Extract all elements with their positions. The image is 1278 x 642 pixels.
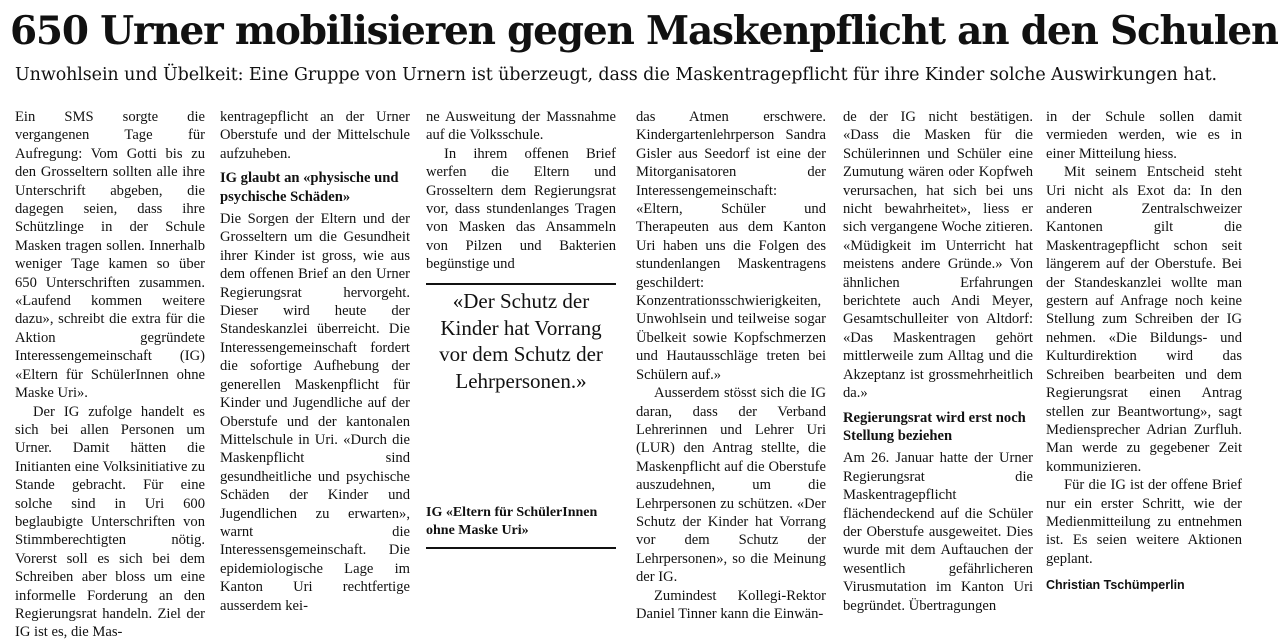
paragraph: Die Sorgen der Eltern und der Grosseltern um die Gesundheit ihrer Kinder ist gross, wie aus dem offenen Brief an den Urner Regierungsrat hervorgeht. Dieser wird heute der Standeskanzlei überreicht. Die Interessengemeinschaft fordert die sofortige Aufhebung der generellen Maskenpflicht für Kinder und Jugendliche auf der Oberstufe und der kantonalen Mittelschule in Uri. «Durch die Maskenpflicht sind gesundheitliche und psychische Schäden der Kinder und Jugendlichen zu erwarten», warnt die Interessensgemeinschaft. Die epidemiologische Lage im Kanton Uri rechtfertige ausserdem kei- <box>220 211 410 614</box>
author-byline: Christian Tschümperlin <box>1046 578 1185 593</box>
paragraph: in der Schule sollen damit vermieden werden, wie es in einer Mitteilung hiess. <box>1046 109 1242 162</box>
paragraph: Am 26. Januar hatte der Urner Regierungsrat die Maskentragepflicht flächendeckend auf die Schüler der Oberstufe ausgeweitet. Dies wurde mit dem Auftauchen der wesentlich gefährlicheren Virusmutation im Kanton Uri begründet. Übertragungen <box>843 450 1033 614</box>
section-heading: IG glaubt an «physische und psychische Schäden» <box>220 170 399 205</box>
pull-quote-text: «Der Schutz der Kinder hat Vorrang vor dem Schutz der Lehrpersonen.» <box>439 289 603 393</box>
text-column-5 <box>843 108 1033 614</box>
paragraph: Zumindest Kollegi-Rektor Daniel Tinner kann die Einwän- <box>636 587 826 622</box>
text-column-3 <box>426 108 616 273</box>
pull-quote <box>426 283 616 549</box>
paragraph: de der IG nicht bestätigen. «Dass die Masken für die Schülerinnen und Schüler eine Zumutung wären oder Kopfweh verursachen, hat sich bei uns nicht bewahrheitet», liess er sich vergangene Woche zitieren. «Müdigkeit im Unterricht hat meistens andere Gründe.» Von ähnlichen Erfahrungen berichtete auch Andi Meyer, Gesamtschulleiter von Altdorf: «Das Maskentragen gehört mittlerweile zum Alltag und die Akzeptanz ist grossmehrheitlich da.» <box>843 109 1033 402</box>
paragraph: Für die IG ist der offene Brief nur ein erster Schritt, wie der Medienmitteilung zu entnehmen ist. Es seien weitere Aktionen geplant. <box>1046 477 1242 567</box>
paragraph: Ein SMS sorgte die vergangenen Tage für Aufregung: Vom Gotti bis zu den Grosseltern sollten alle ihre Unterschrift abgeben, die dagegen seien, dass ihre Schützlinge in der Schule Masken tragen sollen. Innerhalb weniger Tage kamen so über 650 Unterschriften zusammen. «Laufend kommen weitere dazu», schreibt die extra für die Aktion gegründete Interessengemeinschaft (IG) «Eltern für SchülerInnen ohne Maske Uri». <box>15 109 205 402</box>
text-column-2 <box>220 108 410 614</box>
subheadline: Unwohlsein und Übelkeit: Eine Gruppe von Urnern ist überzeugt, dass die Maskentragepflicht für ihre Kinder solche Auswirkungen hat. <box>15 65 1218 85</box>
text-column-4 <box>636 108 826 622</box>
paragraph: das Atmen erschwere. Kindergartenlehrperson Sandra Gisler aus Seedorf ist eine der Mitorganisatoren der Interessengemeinschaft: «Eltern, Schüler und Therapeuten aus dem Kanton Uri haben uns die Folgen des stundenlangen Maskentragens geschildert: Konzentrationsschwierigkeiten, Unwohlsein und teilweise sogar Übelkeit sowie Kopfschmerzen und Hautausschläge treten bei Schülern auf.» <box>636 109 826 383</box>
text-column-6 <box>1046 108 1242 593</box>
section-heading: Regierungsrat wird erst noch Stellung beziehen <box>843 409 1026 444</box>
headline: 650 Urner mobilisieren gegen Maskenpflicht an den Schulen <box>10 8 1278 54</box>
paragraph: Der IG zufolge handelt es sich bei allen Personen um Urner. Damit hätten die Initianten eine Volksinitiative zu Stande gebracht. Für eine solche sind in Uri 600 beglaubigte Unterschriften von Stimmberechtigten nötig. Vorerst soll es sich bei dem Schreiben aber bloss um eine informelle Forderung an den Regierungsrat handeln. Ziel der IG ist es, die Mas- <box>15 403 205 641</box>
paragraph: Mit seinem Entscheid steht Uri nicht als Exot da: In den anderen Zentralschweizer Kantonen gilt die Maskentragepflicht schon seit längerem auf der Oberstufe. Bei der Standeskanzlei wollte man gestern auf Anfrage noch keine Stellung zum Schreiben der IG nehmen. «Die Bildungs- und Kulturdirektion wird das Schreiben bearbeiten und dem Regierungsrat einen Antrag stellen zur Beantwortung», sagt Mediensprecher Adrian Zurfluh. Man werde zu gegebener Zeit kommunizieren. <box>1046 164 1242 475</box>
paragraph: kentragepflicht an der Urner Oberstufe und der Mittelschule aufzuheben. <box>220 109 410 162</box>
paragraph: In ihrem offenen Brief werfen die Eltern und Grosseltern dem Regierungsrat vor, dass stundenlanges Tragen von Masken das Ansammeln von Pilzen und Bakterien begünstige und <box>426 145 616 273</box>
paragraph: ne Ausweitung der Massnahme auf die Volksschule. <box>426 109 616 144</box>
text-column-1 <box>15 108 205 641</box>
pull-quote-source: IG «Eltern für SchülerInnen ohne Maske Uri» <box>426 505 598 538</box>
paragraph: Ausserdem stösst sich die IG daran, dass der Verband Lehrerinnen und Lehrer Uri (LUR) den Antrag stellte, die Maskenpflicht auf die Oberstufe auszudehnen, um die Lehrpersonen zu schützen. «Der Schutz der Kinder hat Vorrang vor dem Schutz der Lehrpersonen», so die Meinung der IG. <box>636 385 826 586</box>
